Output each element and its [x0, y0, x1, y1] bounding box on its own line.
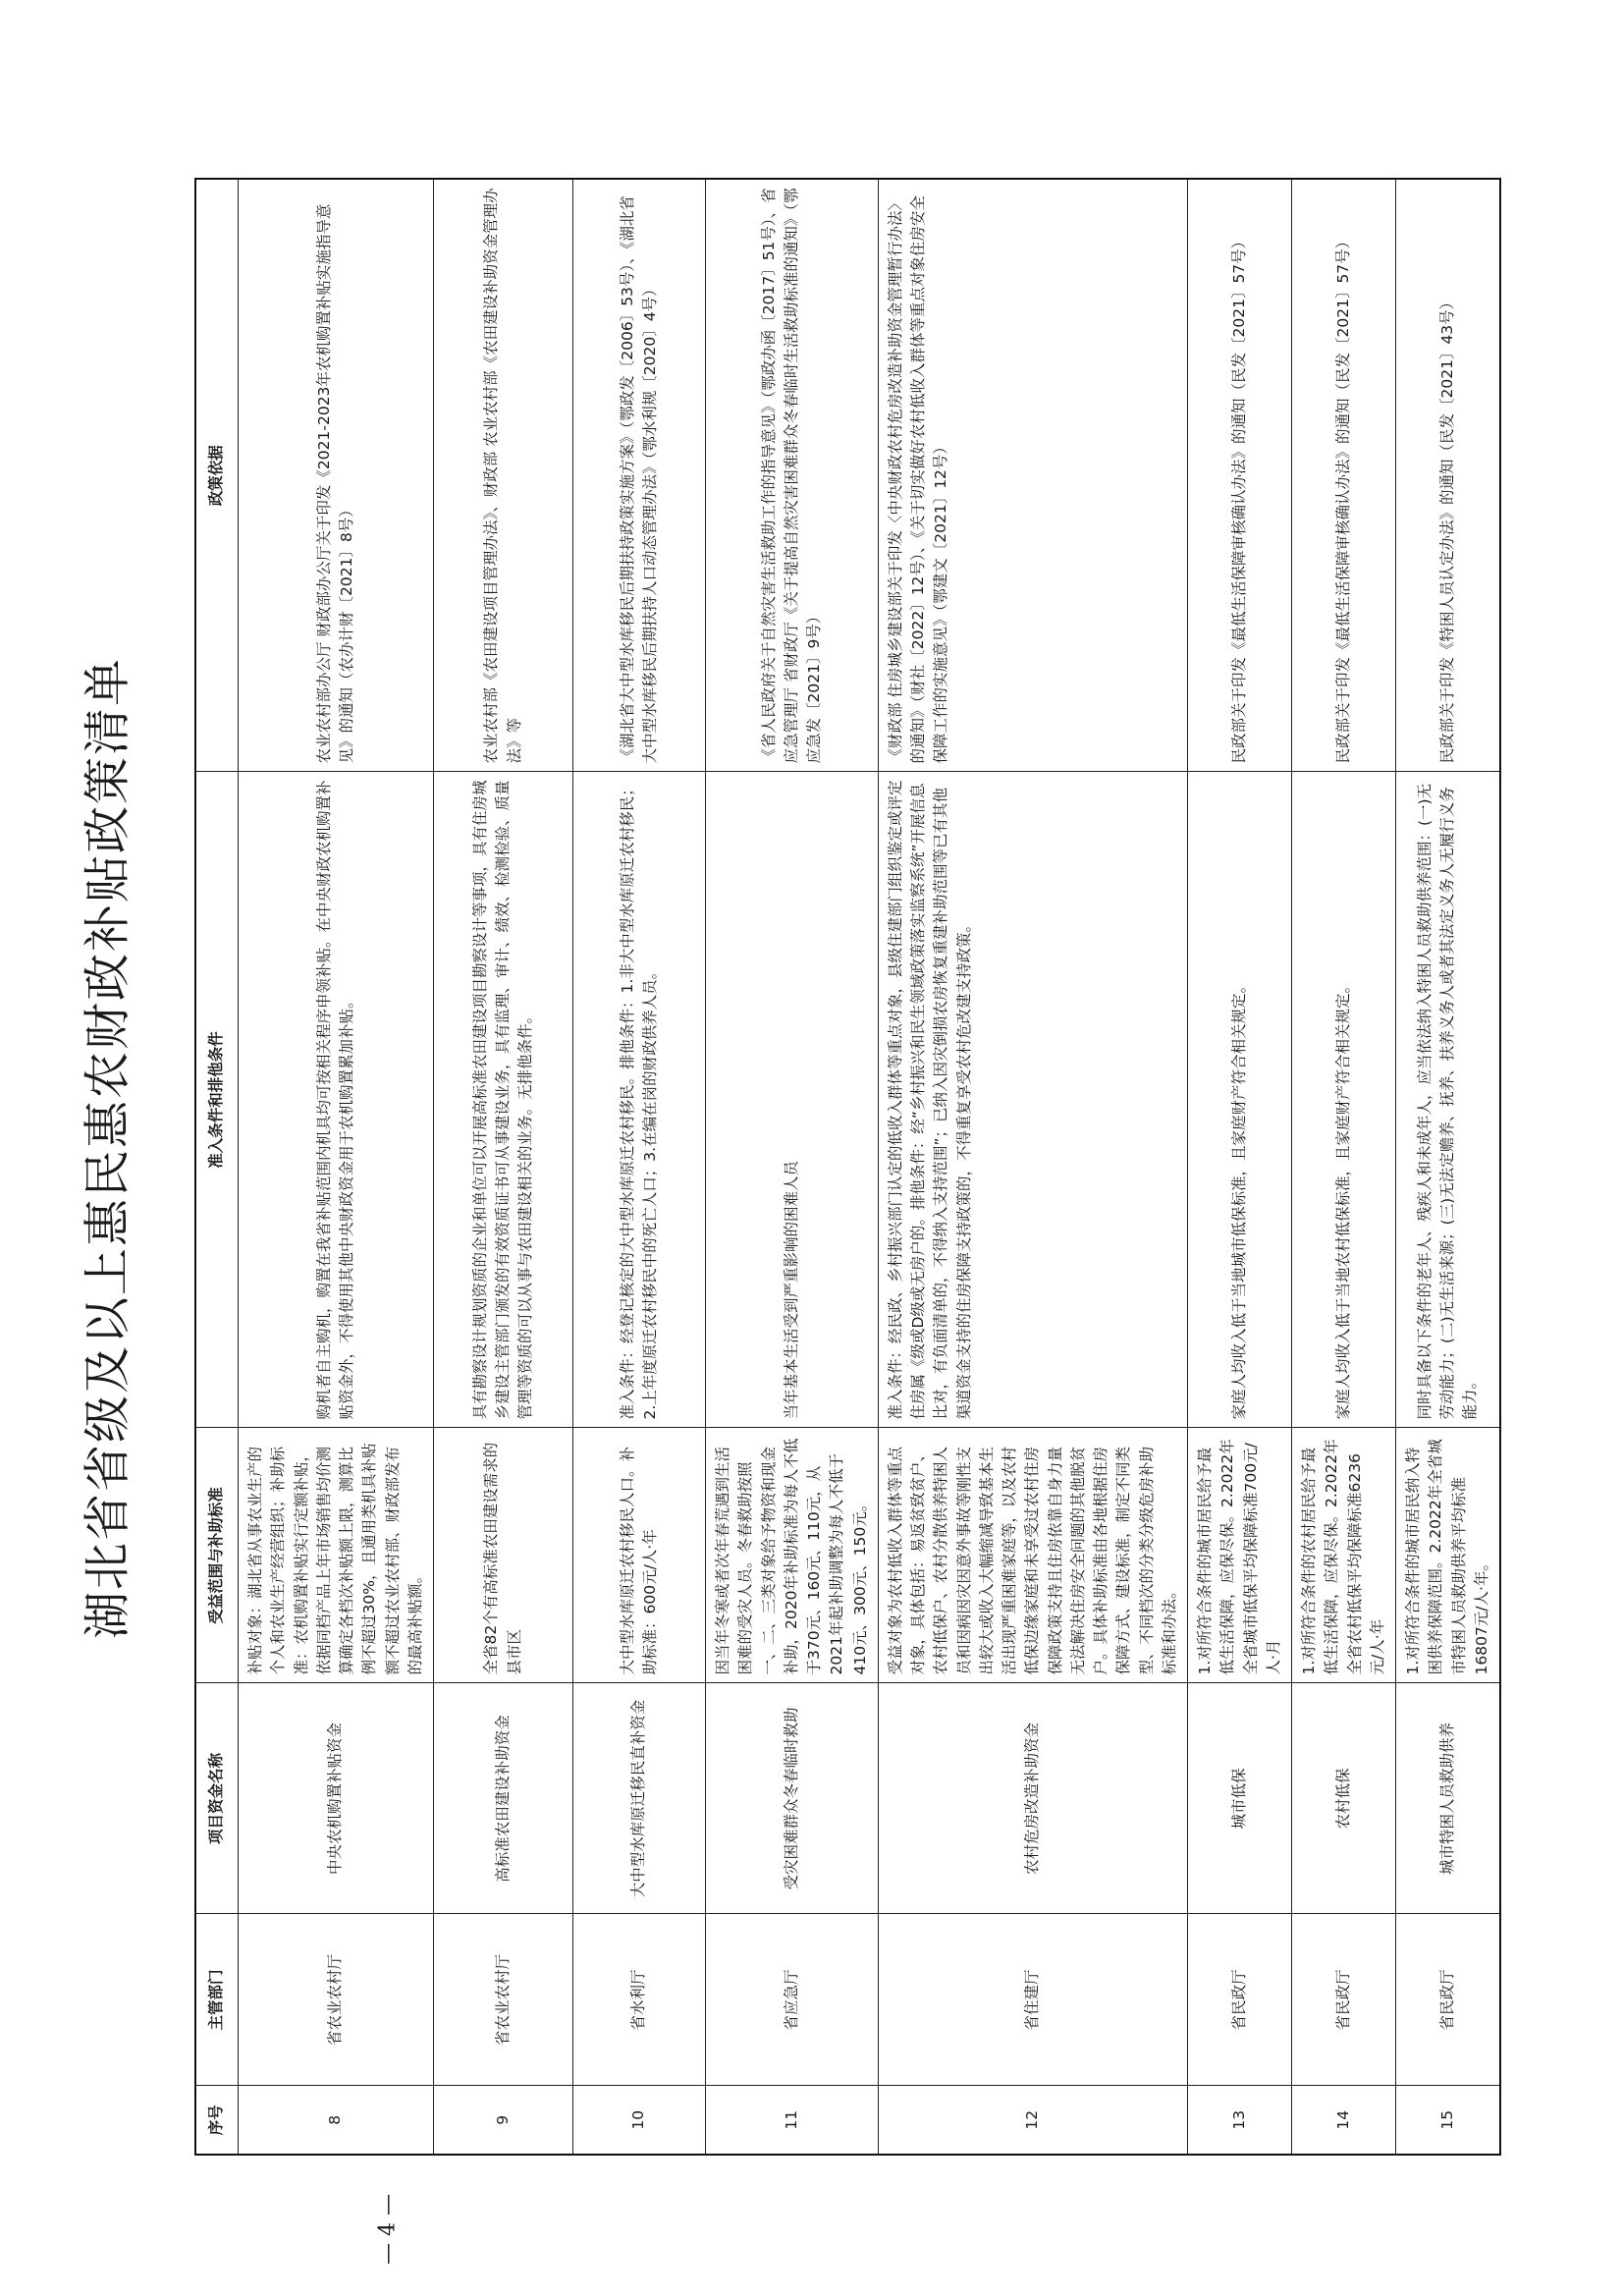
row-project: 大中型水库原迁移民直补资金	[573, 1683, 706, 1914]
row-dept: 省民政厅	[1292, 1914, 1396, 2086]
header-scope: 受益范围与补助标准	[195, 1428, 239, 1683]
table-row	[1188, 179, 1292, 2155]
row-scope: 因当年冬寒或者次年春荒遇到生活困难的受灾人员。冬春救助按照一、二、三类对象给予物资和现金补助，2020年补助标准为每人不低于370元、160元、110元，从2021年起补助调整为每人不低于410元、300元、150元。	[706, 1428, 879, 1683]
row-project: 城市低保	[1188, 1683, 1292, 1914]
header-project: 项目资金名称	[195, 1683, 239, 1914]
row-project: 高标准农田建设补助资金	[434, 1683, 573, 1914]
row-conditions: 家庭人均收入低于当地城市低保标准，且家庭财产符合相关规定。	[1188, 772, 1292, 1428]
row-seq: 15	[1396, 2086, 1501, 2155]
table-row	[434, 179, 573, 2155]
row-dept: 省民政厅	[1188, 1914, 1292, 2086]
row-project: 城市特困人员救助供养	[1396, 1683, 1501, 1914]
document-title: 湖北省省级及以上惠民惠农财政补贴政策清单	[80, 656, 135, 1640]
row-conditions: 当年基本生活受到严重影响的困难人员	[706, 772, 879, 1428]
row-scope: 1.对所符合条件的农村居民给予最低生活保障，应保尽保。2.2022年全省农村低保平均保障标准6236元/人·年	[1292, 1428, 1396, 1683]
header-basis: 政策依据	[195, 179, 239, 772]
row-basis: 农业农村部《农田建设项目管理办法》、财政部 农业农村部《农田建设补助资金管理办法》等	[434, 179, 573, 772]
row-seq: 11	[706, 2086, 879, 2155]
row-scope: 1.对所符合条件的城市居民纳入特困供养保障范围。2.2022年全省城市特困人员救助供养平均标准16807元/人·年。	[1396, 1428, 1501, 1683]
row-seq: 13	[1188, 2086, 1292, 2155]
row-dept: 省农业农村厅	[434, 1914, 573, 2086]
row-scope: 受益对象为农村低收入群体等重点对象，具体包括：易返贫致贫户、农村低保户、农村分散供养特困人员和因病因灾因意外事故等刚性支出较大或收入大幅缩减导致基本生活出现严重困难家庭等，以及农村低保边缘家庭和未享受过农村住房保障政策支持且住房依靠自身力量无法解决住房安全问题的其他脱贫户。具体补助标准由各地根据住房保障方式、建设标准，制定不同类型、不同档次的分类分级危房补助标准和办法。	[878, 1428, 1187, 1683]
rotated-table-container	[194, 180, 1490, 2156]
row-basis: 《省人民政府关于自然灾害生活救助工作的指导意见》（鄂政办函〔2017〕51号）、省应急管理厅 省财政厅《关于提高自然灾害困难群众冬春临时生活救助标准的通知》（鄂应急发〔2021〕9号）	[706, 179, 879, 772]
row-dept: 省水利厅	[573, 1914, 706, 2086]
row-project: 农村低保	[1292, 1683, 1396, 1914]
row-project: 中央农机购置补贴资金	[239, 1683, 434, 1914]
row-conditions: 准入条件：经民政、乡村振兴部门认定的低收入群体等重点对象，县级住建部门组织鉴定或评定住房属《级或D级或无房户的。排他条件：经“乡村振兴和民生领域政策落实监察系统”开展信息比对，有负面清单的，不得纳入支持范围”；已纳入因灾倒损农房恢复重建补助范围等已有其他渠道资金支持的住房保障支持政策的，不得重复享受农村危改建支持政策。	[878, 772, 1187, 1428]
row-seq: 14	[1292, 2086, 1396, 2155]
row-dept: 省民政厅	[1396, 1914, 1501, 2086]
table-header-row	[195, 179, 239, 2155]
row-basis: 农业农村部办公厅 财政部办公厅关于印发《2021-2023年农机购置补贴实施指导意见》的通知（农办计财〔2021〕8号）	[239, 179, 434, 772]
row-scope: 1.对所符合条件的城市居民给予最低生活保障，应保尽保。2.2022年全省城市低保平均保障标准700元/人·月	[1188, 1428, 1292, 1683]
row-basis: 民政部关于印发《最低生活保障审核确认办法》的通知（民发〔2021〕57号）	[1188, 179, 1292, 772]
row-dept: 省住建厅	[878, 1914, 1187, 2086]
row-conditions: 准入条件：经登记核定的大中型水库原迁农村移民。排他条件：1.非大中型水库原迁农村移民；2.上年度原迁农村移民中的死亡人口；3.在编在岗的财政供养人员。	[573, 772, 706, 1428]
row-dept: 省农业农村厅	[239, 1914, 434, 2086]
row-basis: 民政部关于印发《特困人员认定办法》的通知（民发〔2021〕43号）	[1396, 179, 1501, 772]
row-basis: 《湖北省大中型水库移民后期扶持政策实施方案》（鄂政发〔2006〕53号）、《湖北省大中型水库移民后期扶持人口动态管理办法》（鄂水利规〔2020〕4号）	[573, 179, 706, 772]
page-number: — 4 —	[375, 2194, 401, 2265]
row-scope: 全省82个有高标准农田建设需求的县市区	[434, 1428, 573, 1683]
row-scope: 补贴对象：湖北省从事农业生产的个人和农业生产经营组织；补助标准：农机购置补贴实行定额补贴，依据同档产品上年市场销售均价测算确定各档次补贴额上限，测算比例不超过30%，且通用类机具补贴额不超过农业农村部、财政部发布的最高补贴额。	[239, 1428, 434, 1683]
row-conditions: 具有勘察设计规划资质的企业和单位可以开展高标准农田建设项目勘察设计等事项，具有住房城乡建设主管部门颁发的有效资质证书可从事建设业务，具有监理、审计、绩效、检测检验、质量管理等资质的可以从事与农田建设相关的业务。无排他条件。	[434, 772, 573, 1428]
header-dept: 主管部门	[195, 1914, 239, 2086]
row-conditions: 同时具备以下条件的老年人、残疾人和未成年人，应当依法纳入特困人员救助供养范围：(一)无劳动能力；(二)无生活来源；(三)无法定赡养、抚养、扶养义务人或者其法定义务人无履行义务能力。	[1396, 772, 1501, 1428]
row-seq: 8	[239, 2086, 434, 2155]
row-conditions: 购机者自主购机，购置在我省补贴范围内机具均可按相关程序申领补贴。在中央财政农机购置补贴资金外，不得使用其他中央财政资金用于农机购置累加补贴。	[239, 772, 434, 1428]
table-row	[1292, 179, 1396, 2155]
row-seq: 10	[573, 2086, 706, 2155]
table-row	[1396, 179, 1501, 2155]
row-project: 农村危房改造补助资金	[878, 1683, 1187, 1914]
row-seq: 9	[434, 2086, 573, 2155]
table-row	[706, 179, 879, 2155]
row-dept: 省应急厅	[706, 1914, 879, 2086]
table-row	[878, 179, 1187, 2155]
row-seq: 12	[878, 2086, 1187, 2155]
row-project: 受灾困难群众冬春临时救助	[706, 1683, 879, 1914]
policy-table	[194, 178, 1501, 2156]
row-scope: 大中型水库原迁农村移民人口。补助标准：600元/人·年	[573, 1428, 706, 1683]
table-row	[239, 179, 434, 2155]
header-seq: 序号	[195, 2086, 239, 2155]
row-basis: 《财政部 住房城乡建设部关于印发〈中央财政农村危房改造补助资金管理暂行办法〉的通知》（财社〔2022〕12号）、《关于切实做好农村低收入群体等重点对象住房安全保障工作的实施意见》（鄂建文〔2021〕12号）	[878, 179, 1187, 772]
row-conditions: 家庭人均收入低于当地农村低保标准，且家庭财产符合相关规定。	[1292, 772, 1396, 1428]
row-basis: 民政部关于印发《最低生活保障审核确认办法》的通知（民发〔2021〕57号）	[1292, 179, 1396, 772]
header-conditions: 准入条件和排他条件	[195, 772, 239, 1428]
table-row	[573, 179, 706, 2155]
